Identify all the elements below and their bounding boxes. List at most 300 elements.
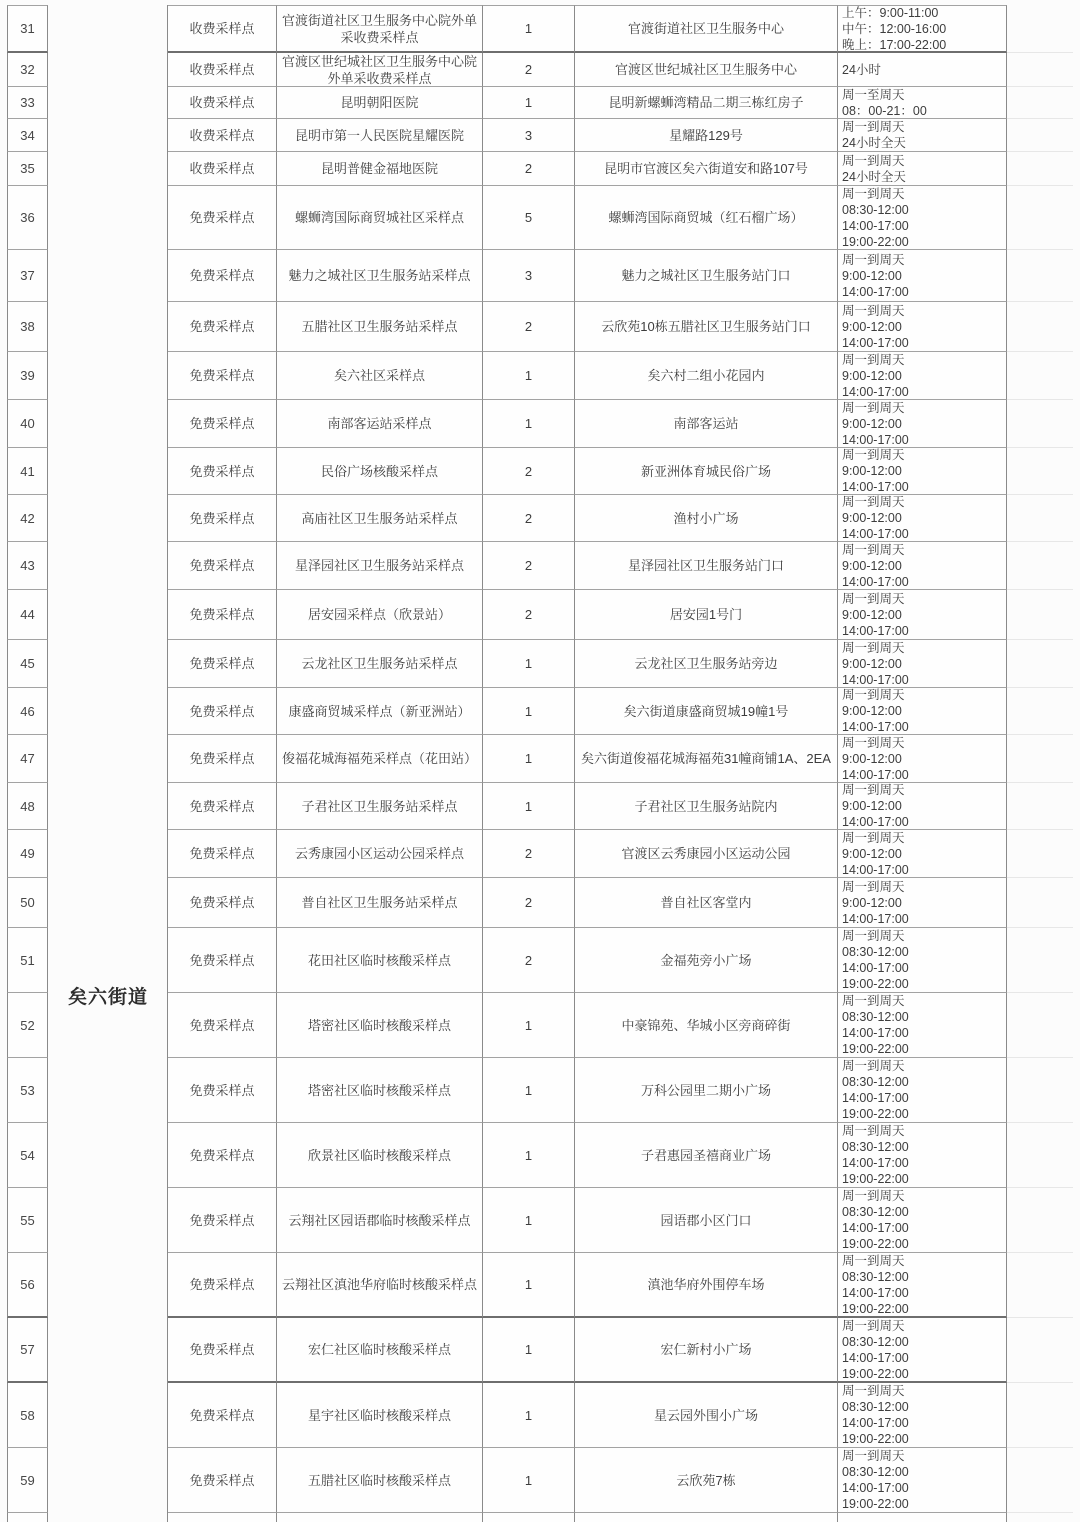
hours-line: 9:00-12:00 [842, 268, 902, 283]
hours-line: 24小时 [842, 62, 881, 77]
hours-line: 周一到周天 [842, 879, 905, 894]
hours-cell [838, 448, 1007, 495]
table-row [7, 119, 1073, 152]
site-name-cell: 魅力之城社区卫生服务站采样点 [277, 250, 483, 302]
gutter-cell [1007, 1318, 1073, 1383]
hours-cell [838, 590, 1007, 640]
hours-cell [838, 5, 1007, 53]
hours-cell [838, 1383, 1007, 1448]
type-cell: 免费采样点 [168, 186, 277, 250]
table-row [7, 1253, 1073, 1318]
gutter-cell [1007, 928, 1073, 993]
hours-line: 19:00-22:00 [842, 1497, 909, 1511]
count-cell: 1 [483, 1318, 575, 1383]
type-cell: 免费采样点 [168, 1383, 277, 1448]
street-spacer-cell [48, 87, 168, 119]
count-cell: 2 [483, 302, 575, 352]
gutter-cell [1007, 1058, 1073, 1123]
hours-line: 14:00-17:00 [842, 335, 909, 350]
street-spacer-cell [48, 993, 168, 1058]
street-spacer-cell [48, 1123, 168, 1188]
site-name-cell: 云秀康园小区运动公园采样点 [277, 830, 483, 878]
table-row [7, 640, 1073, 688]
type-cell: 收费采样点 [168, 5, 277, 53]
gutter-cell [1007, 152, 1073, 186]
hours-line: 周一到周天 [842, 352, 905, 367]
hours-line: 19:00-22:00 [842, 1042, 909, 1056]
hours-line: 9:00-12:00 [842, 704, 902, 718]
gutter-cell [1007, 1253, 1073, 1318]
address-cell: 子君惠园圣禧商业广场 [575, 1123, 838, 1188]
gutter-cell [1007, 1448, 1073, 1513]
hours-line: 14:00-17:00 [842, 1091, 909, 1105]
hours-line: 19:00-22:00 [842, 977, 909, 991]
table-row [7, 53, 1073, 87]
site-name-cell: 五腊社区临时核酸采样点 [277, 1448, 483, 1513]
row-number-cell: 33 [7, 87, 48, 119]
street-spacer-cell [48, 688, 168, 735]
type-cell: 免费采样点 [168, 250, 277, 302]
hours-line: 周一到周天 [842, 688, 905, 702]
street-spacer-cell [48, 5, 168, 53]
hours-line: 14:00-17:00 [842, 720, 909, 734]
hours-line: 周一到周天 [842, 303, 905, 318]
row-number-cell: 42 [7, 495, 48, 542]
row-number-cell: 50 [7, 878, 48, 928]
site-name-cell: 昆明朝阳医院 [277, 87, 483, 119]
address-cell: 南部客运站 [575, 400, 838, 448]
table-row [7, 495, 1073, 542]
address-cell: 官渡区世纪城社区卫生服务中心 [575, 53, 838, 87]
hours-line: 08:30-12:00 [842, 945, 909, 959]
hours-line: 周一至周天 [842, 87, 905, 102]
hours-line: 周一到周天 [842, 1189, 905, 1203]
count-cell: 1 [483, 993, 575, 1058]
hours-line: 08:30-12:00 [842, 1465, 909, 1479]
type-cell: 免费采样点 [168, 928, 277, 993]
table-row [7, 830, 1073, 878]
address-cell: 云欣苑7栋 [575, 1448, 838, 1513]
table-row [7, 87, 1073, 119]
hours-cell [838, 250, 1007, 302]
type-cell: 免费采样点 [168, 400, 277, 448]
gutter-cell [1007, 250, 1073, 302]
table-row [7, 186, 1073, 250]
street-spacer-cell [48, 448, 168, 495]
gutter-cell [1007, 5, 1073, 53]
street-spacer-cell [48, 1188, 168, 1253]
hours-cell [838, 1058, 1007, 1123]
hours-line: 周一到周天 [842, 1059, 905, 1073]
street-spacer-cell [48, 1253, 168, 1318]
hours-cell [838, 928, 1007, 993]
row-number-cell: 51 [7, 928, 48, 993]
row-number-cell: 52 [7, 993, 48, 1058]
site-name-cell: 高庙社区卫生服务站采样点 [277, 495, 483, 542]
row-number-cell: 34 [7, 119, 48, 152]
row-number-cell: 37 [7, 250, 48, 302]
table-row [7, 250, 1073, 302]
count-cell: 1 [483, 1188, 575, 1253]
gutter-cell [1007, 590, 1073, 640]
address-cell: 子君社区卫生服务站院内 [575, 783, 838, 830]
hours-line: 19:00-22:00 [842, 234, 909, 249]
row-number-cell: 43 [7, 542, 48, 590]
gutter-cell [1007, 495, 1073, 542]
hours-line: 9:00-12:00 [842, 511, 902, 525]
hours-line: 14:00-17:00 [842, 432, 909, 447]
hours-line: 周一到周天 [842, 640, 905, 655]
hours-cell [838, 302, 1007, 352]
hours-line: 14:00-17:00 [842, 623, 909, 638]
hours-line: 9:00-12:00 [842, 416, 902, 431]
type-cell: 收费采样点 [168, 152, 277, 186]
count-cell: 1 [483, 640, 575, 688]
street-spacer-cell [48, 735, 168, 783]
partial-cell [7, 1513, 48, 1522]
table-row [7, 735, 1073, 783]
address-cell: 万科公园里二期小广场 [575, 1058, 838, 1123]
partial-row [7, 1513, 1073, 1522]
hours-line: 08:30-12:00 [842, 1140, 909, 1154]
hours-line: 08:30-12:00 [842, 1334, 909, 1349]
row-number-cell: 41 [7, 448, 48, 495]
hours-line: 14:00-17:00 [842, 911, 909, 926]
table-row [7, 1448, 1073, 1513]
site-name-cell: 欣景社区临时核酸采样点 [277, 1123, 483, 1188]
hours-line: 9:00-12:00 [842, 607, 902, 622]
site-name-cell: 宏仁社区临时核酸采样点 [277, 1318, 483, 1383]
gutter-cell [1007, 1383, 1073, 1448]
site-name-cell: 塔密社区临时核酸采样点 [277, 1058, 483, 1123]
street-spacer-cell [48, 53, 168, 87]
hours-line: 19:00-22:00 [842, 1432, 909, 1446]
address-cell: 云龙社区卫生服务站旁边 [575, 640, 838, 688]
row-number-cell: 44 [7, 590, 48, 640]
site-name-cell: 星宇社区临时核酸采样点 [277, 1383, 483, 1448]
address-cell: 云欣苑10栋五腊社区卫生服务站门口 [575, 302, 838, 352]
site-name-cell: 云龙社区卫生服务站采样点 [277, 640, 483, 688]
hours-line: 周一到周天 [842, 400, 905, 415]
hours-cell [838, 993, 1007, 1058]
address-cell: 昆明新螺蛳湾精品二期三栋红房子 [575, 87, 838, 119]
row-number-cell: 35 [7, 152, 48, 186]
table-row [7, 783, 1073, 830]
site-name-cell: 昆明市第一人民医院星耀医院 [277, 119, 483, 152]
site-name-cell: 花田社区临时核酸采样点 [277, 928, 483, 993]
count-cell: 1 [483, 1058, 575, 1123]
row-number-cell: 45 [7, 640, 48, 688]
hours-cell [838, 400, 1007, 448]
count-cell: 2 [483, 542, 575, 590]
type-cell: 免费采样点 [168, 640, 277, 688]
count-cell: 1 [483, 688, 575, 735]
address-cell: 矣六村二组小花园内 [575, 352, 838, 400]
hours-cell [838, 352, 1007, 400]
hours-cell [838, 119, 1007, 152]
hours-cell [838, 1188, 1007, 1253]
row-number-cell: 38 [7, 302, 48, 352]
site-name-cell: 星泽园社区卫生服务站采样点 [277, 542, 483, 590]
row-number-cell: 55 [7, 1188, 48, 1253]
hours-line: 14:00-17:00 [842, 1285, 909, 1300]
gutter-cell [1007, 53, 1073, 87]
street-spacer-cell [48, 352, 168, 400]
type-cell: 免费采样点 [168, 1318, 277, 1383]
address-cell: 园语郡小区门口 [575, 1188, 838, 1253]
hours-line: 周一到周天 [842, 994, 905, 1008]
hours-line: 14:00-17:00 [842, 862, 909, 877]
type-cell: 免费采样点 [168, 302, 277, 352]
hours-line: 周一到周天 [842, 830, 905, 845]
count-cell: 1 [483, 400, 575, 448]
hours-line: 19:00-22:00 [842, 1366, 909, 1381]
hours-line: 08:30-12:00 [842, 1400, 909, 1414]
hours-line: 19:00-22:00 [842, 1301, 909, 1316]
row-number-cell: 39 [7, 352, 48, 400]
row-number-cell: 56 [7, 1253, 48, 1318]
street-spacer-cell [48, 590, 168, 640]
hours-line: 19:00-22:00 [842, 1172, 909, 1186]
site-name-cell: 螺蛳湾国际商贸城社区采样点 [277, 186, 483, 250]
partial-cell [168, 1513, 277, 1522]
gutter-cell [1007, 783, 1073, 830]
hours-line: 周一到周天 [842, 120, 905, 134]
count-cell: 1 [483, 87, 575, 119]
row-number-cell: 49 [7, 830, 48, 878]
count-cell: 2 [483, 152, 575, 186]
type-cell: 免费采样点 [168, 352, 277, 400]
hours-line: 08:30-12:00 [842, 1010, 909, 1024]
hours-cell [838, 87, 1007, 119]
site-name-cell: 云翔社区滇池华府临时核酸采样点 [277, 1253, 483, 1318]
count-cell: 2 [483, 53, 575, 87]
table-row [7, 878, 1073, 928]
type-cell: 免费采样点 [168, 590, 277, 640]
address-cell: 居安园1号门 [575, 590, 838, 640]
row-number-cell: 57 [7, 1318, 48, 1383]
hours-line: 14:00-17:00 [842, 961, 909, 975]
hours-line: 9:00-12:00 [842, 799, 902, 813]
count-cell: 3 [483, 119, 575, 152]
hours-line: 14:00-17:00 [842, 1221, 909, 1235]
site-name-cell: 普自社区卫生服务站采样点 [277, 878, 483, 928]
table-row [7, 688, 1073, 735]
street-spacer-cell [48, 1448, 168, 1513]
type-cell: 免费采样点 [168, 993, 277, 1058]
hours-line: 14:00-17:00 [842, 1156, 909, 1170]
row-number-cell: 46 [7, 688, 48, 735]
gutter-cell [1007, 688, 1073, 735]
table-row [7, 5, 1073, 53]
hours-line: 9:00-12:00 [842, 464, 902, 478]
hours-cell [838, 152, 1007, 186]
hours-cell [838, 735, 1007, 783]
type-cell: 免费采样点 [168, 1448, 277, 1513]
hours-line: 14:00-17:00 [842, 672, 909, 687]
hours-line: 9:00-12:00 [842, 319, 902, 334]
table-row [7, 1123, 1073, 1188]
address-cell: 滇池华府外围停车场 [575, 1253, 838, 1318]
count-cell: 1 [483, 1253, 575, 1318]
hours-cell [838, 186, 1007, 250]
gutter-cell [1007, 1188, 1073, 1253]
count-cell: 2 [483, 448, 575, 495]
hours-line: 19:00-22:00 [842, 1107, 909, 1121]
type-cell: 免费采样点 [168, 1123, 277, 1188]
address-cell: 中豪锦苑、华城小区旁商碎街 [575, 993, 838, 1058]
address-cell: 宏仁新村小广场 [575, 1318, 838, 1383]
count-cell: 2 [483, 878, 575, 928]
hours-line: 周一到周天 [842, 448, 905, 462]
type-cell: 免费采样点 [168, 1253, 277, 1318]
hours-line: 周一到周天 [842, 1449, 905, 1463]
address-cell: 螺蛳湾国际商贸城（红石榴广场） [575, 186, 838, 250]
hours-line: 周一到周天 [842, 591, 905, 606]
address-cell: 昆明市官渡区矣六街道安和路107号 [575, 152, 838, 186]
street-spacer-cell [48, 640, 168, 688]
street-spacer-cell [48, 186, 168, 250]
table-row [7, 1058, 1073, 1123]
hours-line: 14:00-17:00 [842, 1416, 909, 1430]
table-row [7, 152, 1073, 186]
street-spacer-cell [48, 830, 168, 878]
street-spacer-cell [48, 878, 168, 928]
hours-line: 19:00-22:00 [842, 1237, 909, 1251]
count-cell: 2 [483, 590, 575, 640]
row-number-cell: 47 [7, 735, 48, 783]
street-spacer-cell [48, 783, 168, 830]
site-name-cell: 居安园采样点（欣景站） [277, 590, 483, 640]
street-spacer-cell [48, 1318, 168, 1383]
count-cell: 2 [483, 495, 575, 542]
hours-line: 周一到周天 [842, 252, 905, 267]
hours-line: 周一到周天 [842, 735, 905, 750]
table-row [7, 993, 1073, 1058]
hours-line: 周一到周天 [842, 1384, 905, 1398]
row-number-cell: 32 [7, 53, 48, 87]
address-cell: 新亚洲体育城民俗广场 [575, 448, 838, 495]
hours-line: 9:00-12:00 [842, 368, 902, 383]
address-cell: 官渡区云秀康园小区运动公园 [575, 830, 838, 878]
count-cell: 2 [483, 928, 575, 993]
hours-cell [838, 1318, 1007, 1383]
site-name-cell: 俊福花城海福苑采样点（花田站） [277, 735, 483, 783]
hours-line: 08:30-12:00 [842, 1269, 909, 1284]
table-row [7, 1383, 1073, 1448]
row-number-cell: 40 [7, 400, 48, 448]
hours-cell [838, 783, 1007, 830]
type-cell: 免费采样点 [168, 878, 277, 928]
address-cell: 星云园外围小广场 [575, 1383, 838, 1448]
hours-line: 24小时全天 [842, 169, 906, 184]
sampling-points-table [7, 5, 1073, 1522]
partial-cell [1007, 1513, 1073, 1522]
partial-cell [48, 1513, 168, 1522]
site-name-cell: 民俗广场核酸采样点 [277, 448, 483, 495]
table-row [7, 590, 1073, 640]
table-row [7, 1188, 1073, 1253]
type-cell: 收费采样点 [168, 87, 277, 119]
address-cell: 矣六街道俊福花城海福苑31幢商铺1A、2EA [575, 735, 838, 783]
hours-line: 14:00-17:00 [842, 480, 909, 494]
site-name-cell: 官渡区世纪城社区卫生服务中心院外单采收费采样点 [277, 53, 483, 87]
count-cell: 1 [483, 352, 575, 400]
hours-line: 周一到周天 [842, 186, 905, 201]
gutter-cell [1007, 87, 1073, 119]
hours-line: 14:00-17:00 [842, 815, 909, 829]
hours-cell [838, 1123, 1007, 1188]
hours-line: 14:00-17:00 [842, 1350, 909, 1365]
gutter-cell [1007, 830, 1073, 878]
street-spacer-cell [48, 302, 168, 352]
partial-cell [277, 1513, 483, 1522]
hours-line: 9:00-12:00 [842, 751, 902, 766]
hours-line: 08:30-12:00 [842, 202, 909, 217]
count-cell: 1 [483, 783, 575, 830]
address-cell: 魅力之城社区卫生服务站门口 [575, 250, 838, 302]
site-name-cell: 子君社区卫生服务站采样点 [277, 783, 483, 830]
gutter-cell [1007, 542, 1073, 590]
partial-cell [575, 1513, 838, 1522]
street-spacer-cell [48, 152, 168, 186]
count-cell: 5 [483, 186, 575, 250]
partial-cell [483, 1513, 575, 1522]
row-number-cell: 31 [7, 5, 48, 53]
street-spacer-cell [48, 928, 168, 993]
hours-line: 9:00-12:00 [842, 656, 902, 671]
street-spacer-cell [48, 250, 168, 302]
hours-cell [838, 1253, 1007, 1318]
street-label: 矣六街道 [67, 986, 148, 1008]
hours-cell [838, 1448, 1007, 1513]
count-cell: 1 [483, 735, 575, 783]
type-cell: 收费采样点 [168, 53, 277, 87]
table-row [7, 302, 1073, 352]
count-cell: 1 [483, 1123, 575, 1188]
type-cell: 免费采样点 [168, 688, 277, 735]
row-number-cell: 48 [7, 783, 48, 830]
hours-line: 14:00-17:00 [842, 574, 909, 589]
type-cell: 免费采样点 [168, 830, 277, 878]
hours-line: 周一到周天 [842, 929, 905, 943]
hours-line: 14:00-17:00 [842, 384, 909, 399]
hours-line: 08:30-12:00 [842, 1205, 909, 1219]
gutter-cell [1007, 735, 1073, 783]
count-cell: 3 [483, 250, 575, 302]
table-row [7, 400, 1073, 448]
table-row [7, 1318, 1073, 1383]
address-cell: 渔村小广场 [575, 495, 838, 542]
row-number-cell: 54 [7, 1123, 48, 1188]
gutter-cell [1007, 302, 1073, 352]
type-cell: 免费采样点 [168, 1188, 277, 1253]
gutter-cell [1007, 448, 1073, 495]
site-name-cell: 官渡街道社区卫生服务中心院外单采收费采样点 [277, 5, 483, 53]
count-cell: 1 [483, 1448, 575, 1513]
hours-cell [838, 640, 1007, 688]
street-spacer-cell [48, 495, 168, 542]
type-cell: 免费采样点 [168, 495, 277, 542]
hours-line: 14:00-17:00 [842, 527, 909, 541]
gutter-cell [1007, 186, 1073, 250]
hours-line: 周一到周天 [842, 1318, 905, 1333]
gutter-cell [1007, 993, 1073, 1058]
table-row [7, 448, 1073, 495]
address-cell: 普自社区客堂内 [575, 878, 838, 928]
hours-cell [838, 542, 1007, 590]
street-spacer-cell [48, 119, 168, 152]
